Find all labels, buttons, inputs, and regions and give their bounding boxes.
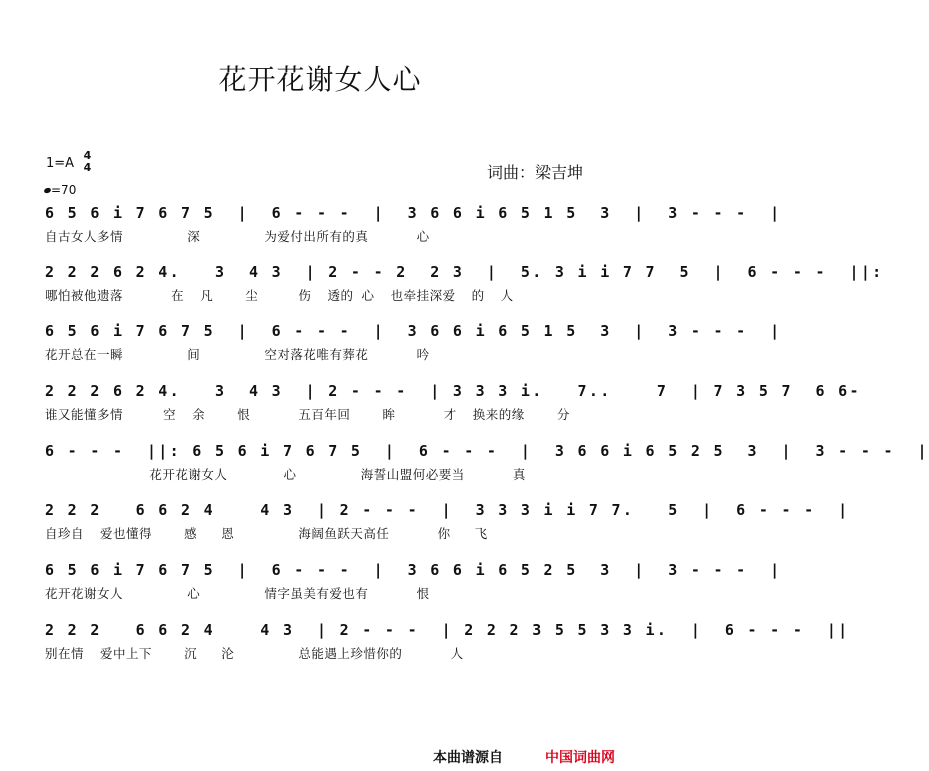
lyric-row: 别在情 爱中上下 沉 沦 总能遇上珍惜你的 人 (45, 646, 464, 661)
footer-source: 本曲谱源自 (433, 750, 503, 766)
lyric-row: 花开总在一瞬 间 空对落花唯有葬花 吟 (45, 347, 430, 362)
notation-row: 6 5 6 i 7 6 7 5 | 6 - - - | 3 6 6 i 6 5 2 5 3 | 3 - - - | (45, 561, 782, 579)
time-signature (83, 150, 92, 174)
tempo-value: =70 (51, 183, 77, 197)
notation-row: 6 - - - ||: 6 5 6 i 7 6 7 5 | 6 - - - | 3 6 6 i 6 5 2 5 3 | 3 - - - | (45, 442, 929, 460)
notation-row: 6 5 6 i 7 6 7 5 | 6 - - - | 3 6 6 i 6 5 1 5 3 | 3 - - - | (45, 322, 782, 340)
lyric-row: 花开花谢女人 心 情字虽美有爱也有 恨 (45, 586, 430, 601)
tempo-marking (44, 183, 76, 197)
song-title: 花开花谢女人心 (218, 63, 422, 96)
notation-row: 2 2 2 6 2 4. 3 4 3 | 2 - - - | 3 3 3 i. 7.. 7 | 7 3 5 7 6 6- (45, 382, 861, 400)
time-signature-top: 4 (83, 149, 92, 162)
time-signature-bottom: 4 (83, 161, 92, 174)
notation-row: 6 5 6 i 7 6 7 5 | 6 - - - | 3 6 6 i 6 5 1 5 3 | 3 - - - | (45, 204, 782, 222)
lyric-row: 自古女人多情 深 为爱付出所有的真 心 (45, 229, 430, 244)
lyric-row: 花开花谢女人 心 海誓山盟何必要当 真 (45, 467, 526, 482)
lyric-row: 自珍自 爱也懂得 感 恩 海阔鱼跃天高任 你 飞 (45, 526, 488, 541)
credits: 词曲：梁吉坤 (487, 163, 584, 182)
footer-site-link[interactable]: 中国词曲网 (545, 750, 615, 766)
notation-row: 2 2 2 6 2 4. 3 4 3 | 2 - - 2 2 3 | 5. 3 i i 7 7 5 | 6 - - - ||: (45, 263, 884, 281)
lyric-row: 谁又能懂多情 空 余 恨 五百年回 眸 才 换来的缘 分 (45, 407, 570, 422)
lyric-row: 哪怕被他遗落 在 凡 尘 伤 透的 心 也牵挂深爱 的 人 (45, 288, 514, 303)
notation-row: 2 2 2 6 6 2 4 4 3 | 2 - - - | 2 2 2 3 5 5 3 3 i. | 6 - - - || (45, 621, 850, 639)
notation-row: 2 2 2 6 6 2 4 4 3 | 2 - - - | 3 3 3 i i 7 7. 5 | 6 - - - | (45, 501, 850, 519)
key-signature: 1=A (46, 156, 75, 171)
